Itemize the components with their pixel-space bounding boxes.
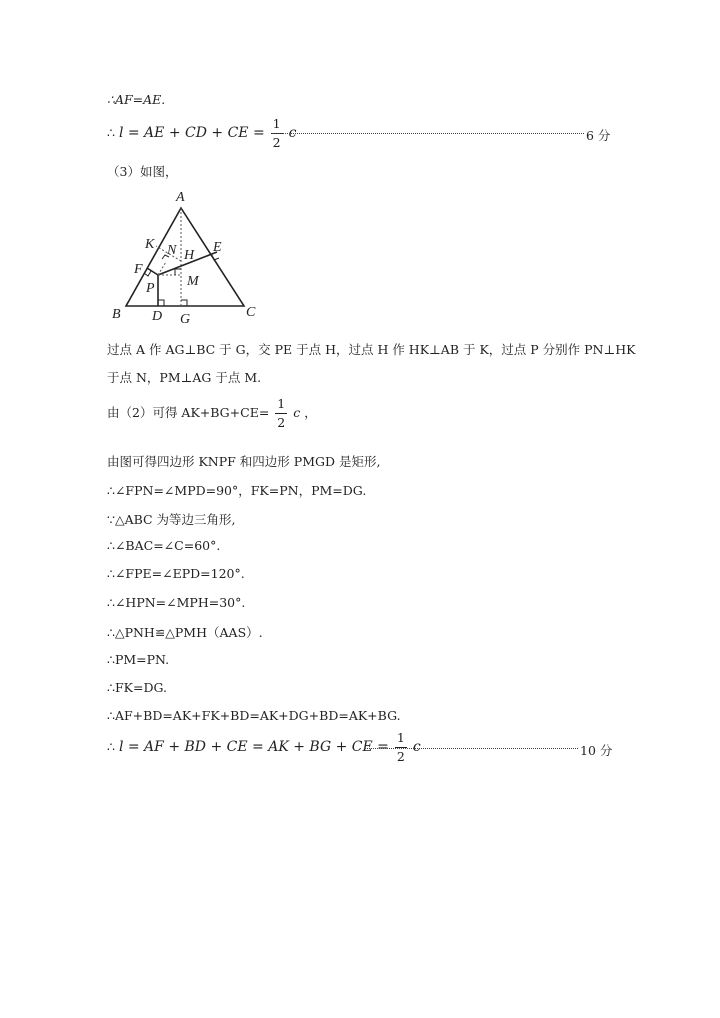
proof-line-from-part-2 [107,398,317,429]
variable-c: c [288,125,297,141]
variable-c: c [412,739,421,755]
equation-expression: l = AF + BD + CE = AK + BG + CE = [118,739,389,755]
trailing-comma: ， [304,405,317,420]
label-a: A [176,190,185,205]
part-3-heading: （3）如图， [107,164,178,179]
proof-line-fpe: ∴∠FPE=∠EPD=120°. [107,566,245,581]
fraction-denominator: 2 [272,134,281,150]
right-angle-g [181,300,187,306]
variable-c: c [293,405,301,420]
fraction-numerator: 1 [271,118,283,134]
proof-line-fk-dg: ∴FK=DG. [107,680,167,695]
label-c: C [246,305,256,320]
proof-line-congruent: ∴△PNH≌△PMH（AAS）. [107,625,263,640]
construction-line-1: 过点 A 作 AG⊥BC 于 G，交 PE 于点 H，过点 H 作 HK⊥AB 于 K，过点 P 分别作 PN⊥HK [107,342,636,357]
proof-line-af-ae: ∴AF=AE. [107,92,166,107]
proof-line-angles-fpn: ∴∠FPN=∠MPD=90°，FK=PN，PM=DG. [107,483,367,498]
fraction-numerator: 1 [275,398,287,414]
score-label: 10 分 [580,743,613,758]
fraction-denominator: 2 [277,414,286,430]
proof-line-bac: ∴∠BAC=∠C=60°. [107,538,221,553]
fraction-numerator: 1 [395,732,407,748]
right-angle-m [175,269,181,275]
label-m: M [187,274,199,289]
geometry-figure [108,182,278,330]
proof-line-l-sum-1 [107,118,296,149]
equation-expression: l = AE + CD + CE = [118,125,265,141]
label-d: D [152,309,163,324]
statement-text: 由（2）可得 AK+BG+CE= [107,405,270,420]
construction-line-2: 于点 N，PM⊥AG 于点 M. [107,370,262,385]
label-e: E [213,240,222,255]
label-h: H [184,248,195,263]
fraction-denominator: 2 [396,748,405,764]
dotted-leader [364,748,578,749]
label-b: B [112,307,121,322]
label-n: N [167,243,177,258]
label-f: F [134,262,143,277]
fraction-one-half [275,398,287,429]
proof-line-af-bd: ∴AF+BD=AK+FK+BD=AK+DG+BD=AK+BG. [107,708,401,723]
proof-line-rectangles: 由图可得四边形 KNPF 和四边形 PMGD 是矩形, [107,454,381,469]
score-label: 6 分 [586,128,611,143]
proof-line-hpn: ∴∠HPN=∠MPH=30°. [107,595,246,610]
right-angle-d [158,300,164,306]
dotted-leader [272,133,584,134]
label-g: G [180,312,191,327]
label-k: K [145,237,155,252]
label-p: P [146,281,155,296]
proof-line-pm-pn: ∴PM=PN. [107,652,170,667]
therefore-symbol: ∴ [107,125,115,140]
proof-line-equilateral: ∵△ABC 为等边三角形, [107,512,236,527]
therefore-symbol: ∴ [107,739,115,754]
